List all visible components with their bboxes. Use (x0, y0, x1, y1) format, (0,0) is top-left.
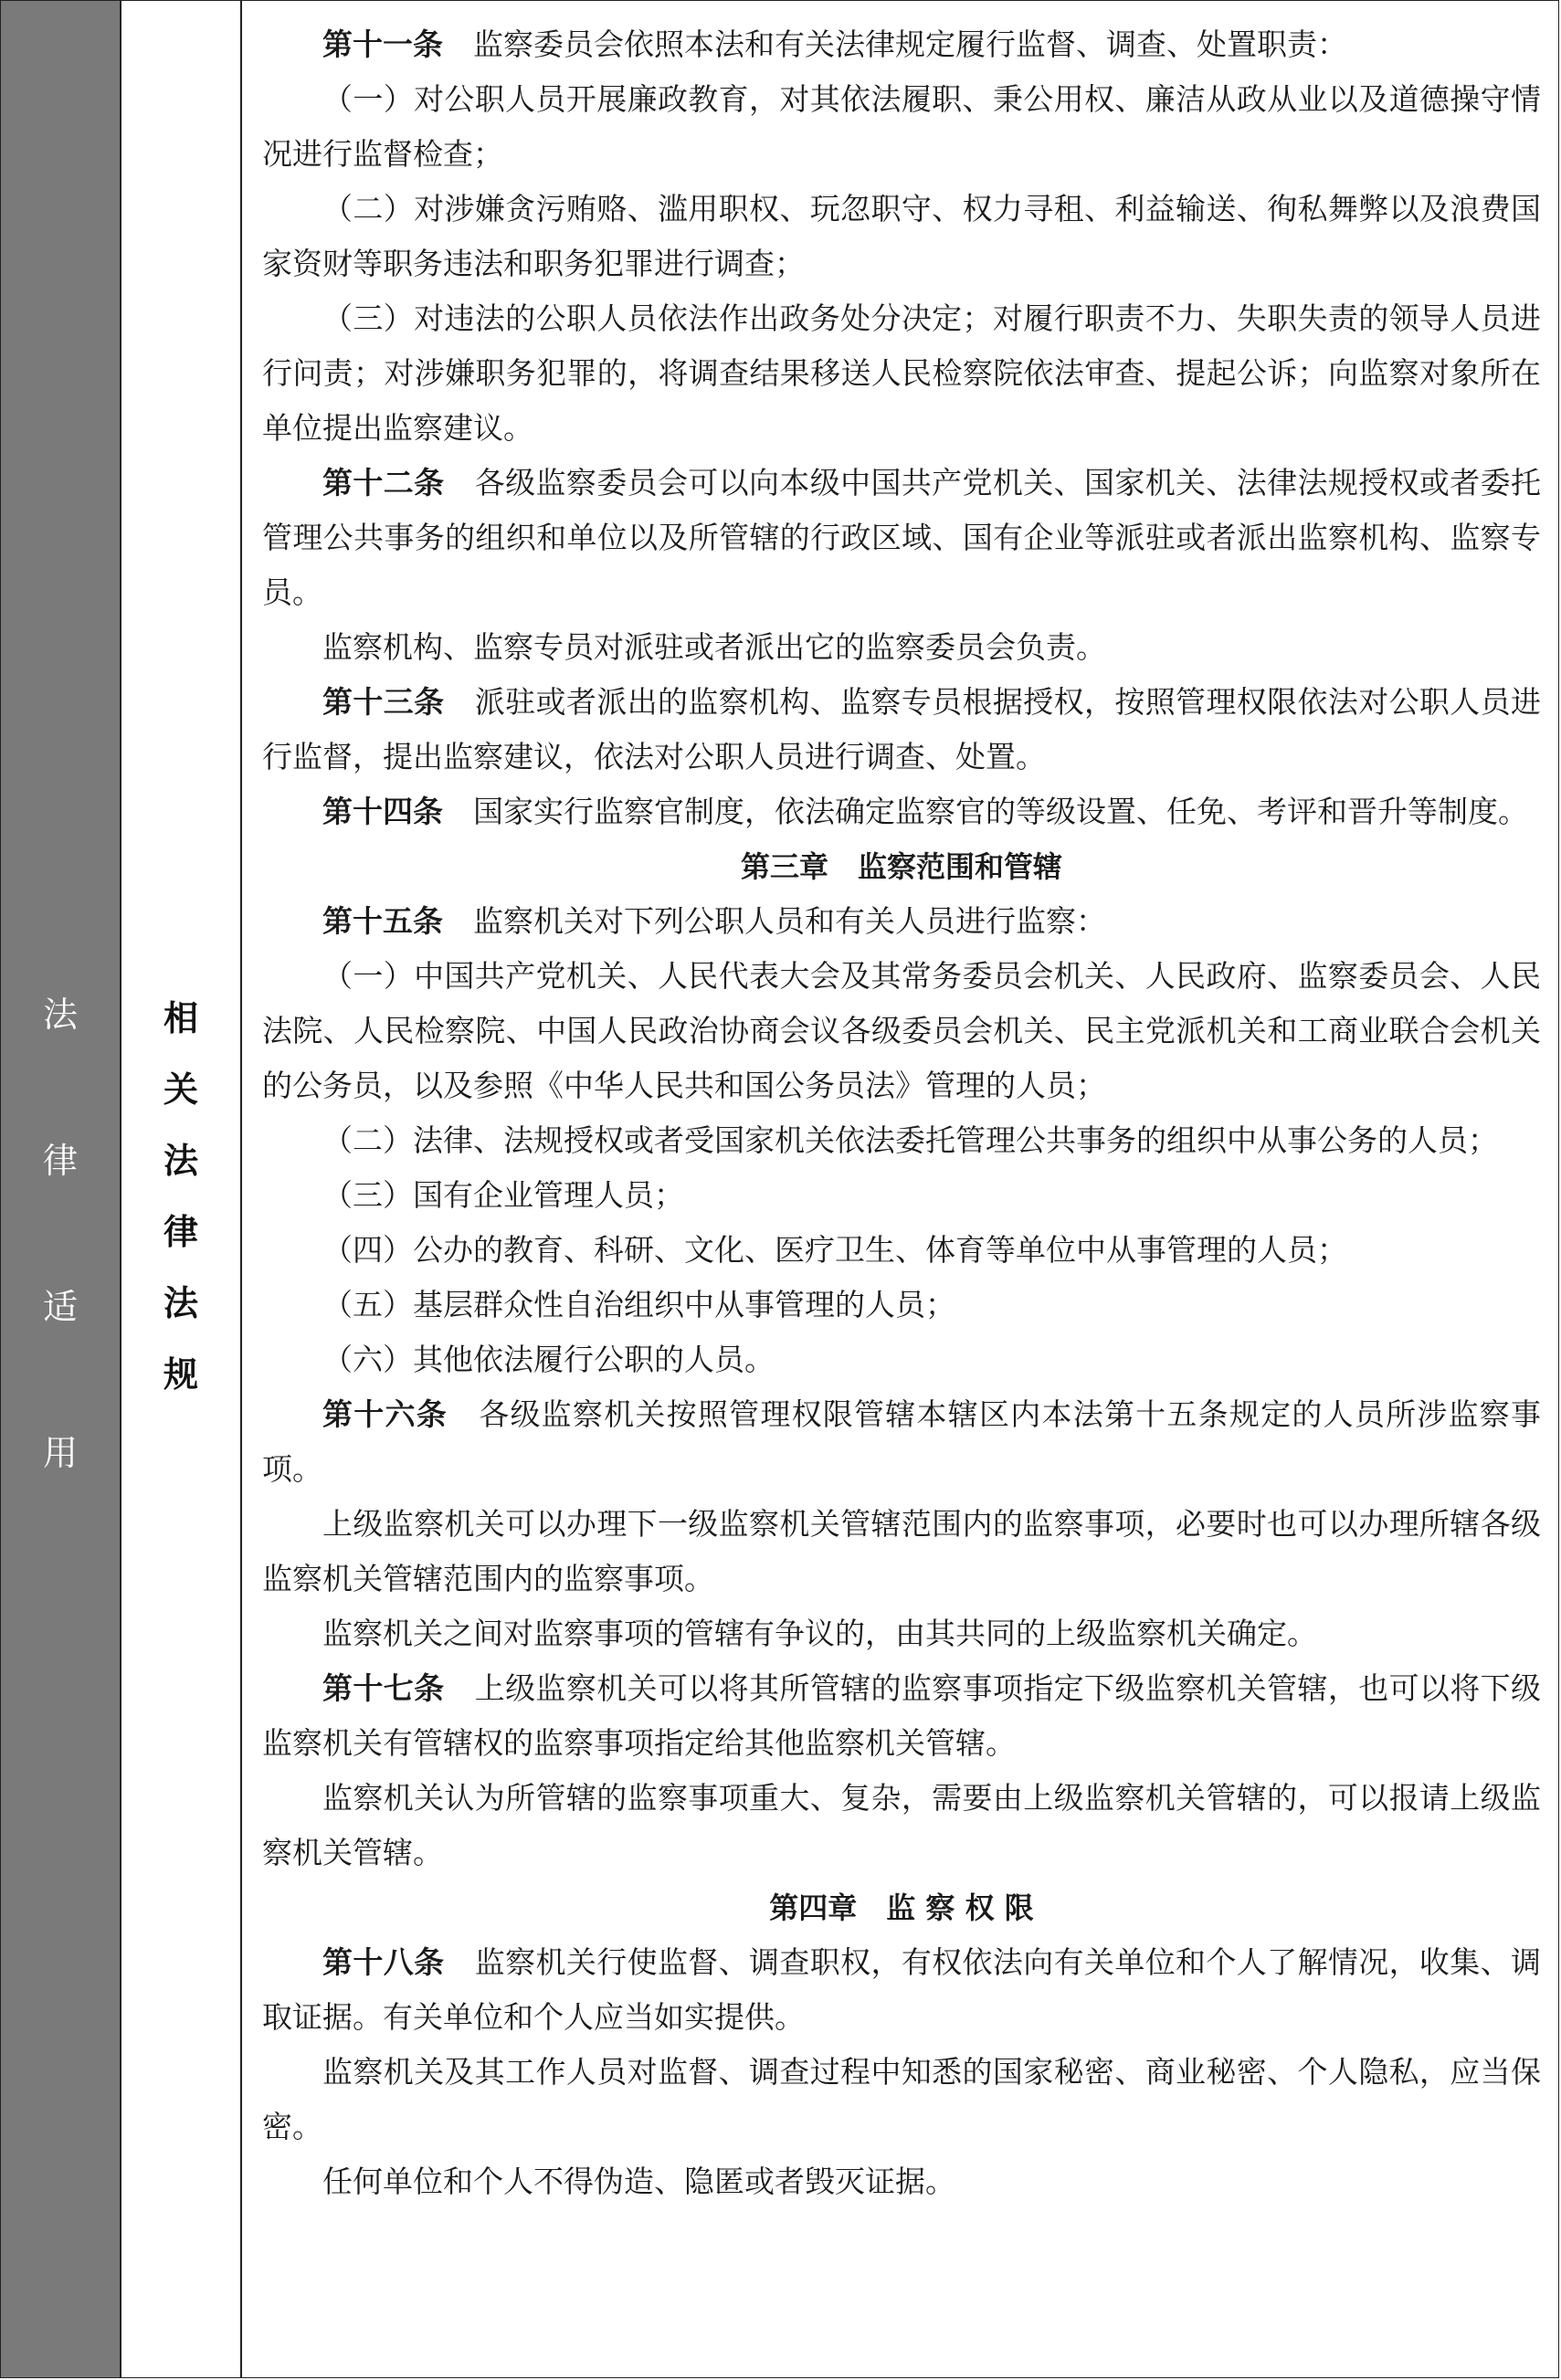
article-title: 第十四条 (322, 794, 443, 829)
paragraph: 监察机关之间对监察事项的管辖有争议的，由其共同的上级监察机关确定。 (322, 1616, 1317, 1651)
article-11 (262, 17, 1541, 72)
category-char: 法 (42, 995, 78, 1035)
paragraph: 上级监察机关可以办理下一级监察机关管辖范围内的监察事项，必要时也可以办理所辖各级监察机关管辖范围内的监察事项。 (262, 1506, 1541, 1596)
list-item: （四）公办的教育、科研、文化、医疗卫生、体育等单位中从事管理的人员； (322, 1232, 1347, 1268)
article-16 (262, 1387, 1541, 1497)
article-text: 各级监察机关按照管理权限管辖本辖区内本法第十五条规定的人员所涉监察事项。 (262, 1396, 1542, 1487)
paragraph: 监察机构、监察专员对派驻或者派出它的监察委员会负责。 (322, 629, 1106, 665)
list-item: （六）其他依法履行公职的人员。 (322, 1342, 775, 1377)
subcategory-char: 关 (163, 1069, 198, 1110)
category-char: 适 (42, 1287, 78, 1327)
category-column (1, 1, 121, 2377)
list-item: （一）中国共产党机关、人民代表大会及其常务委员会机关、人民政府、监察委员会、人民法院、人民检察院、中国人民政治协商会议各级委员会机关、民主党派机关和工商业联合会机关的公务员，以及参照《中华人民共和国公务员法》管理的人员； (262, 958, 1541, 1103)
article-text: 监察委员会依照本法和有关法律规定履行监督、调查、处置职责： (473, 26, 1347, 62)
article-15 (262, 894, 1541, 949)
article-text: 上级监察机关可以将其所管辖的监察事项指定下级监察机关管辖，也可以将下级监察机关有管辖权的监察事项指定给其他监察机关管辖。 (262, 1670, 1542, 1761)
subcategory-column (121, 1, 242, 2377)
list-item: （二）对涉嫌贪污贿赂、滥用职权、玩忽职守、权力寻租、利益输送、徇私舞弊以及浪费国家资财等职务违法和职务犯罪进行调查； (262, 191, 1541, 281)
paragraph: 监察机关认为所管辖的监察事项重大、复杂，需要由上级监察机关管辖的，可以报请上级监察机关管辖。 (262, 1780, 1541, 1870)
paragraph: 监察机关及其工作人员对监督、调查过程中知悉的国家秘密、商业秘密、个人隐私，应当保密。 (262, 2054, 1541, 2144)
article-title: 第十三条 (322, 684, 445, 720)
article-18 (262, 1935, 1541, 2045)
chapter-heading: 第三章 监察范围和管辖 (740, 849, 1062, 884)
article-title: 第十七条 (322, 1670, 445, 1706)
category-char: 律 (42, 1141, 78, 1181)
law-text (262, 17, 1541, 2209)
subcategory-char: 法 (163, 1141, 198, 1181)
article-title: 第十一条 (322, 26, 443, 62)
paragraph: 任何单位和个人不得伪造、隐匿或者毁灭证据。 (322, 2164, 955, 2199)
subcategory-char: 律 (163, 1212, 198, 1252)
article-text: 派驻或者派出的监察机构、监察专员根据授权，按照管理权限依法对公职人员进行监督，提出监察建议，依法对公职人员进行调查、处置。 (262, 684, 1542, 774)
article-text: 各级监察委员会可以向本级中国共产党机关、国家机关、法律法规授权或者委托管理公共事务的组织和单位以及所管辖的行政区域、国有企业等派驻或者派出监察机构、监察专员。 (262, 465, 1542, 610)
subcategory-label (121, 983, 240, 1410)
list-item: （五）基层群众性自治组织中从事管理的人员； (322, 1287, 955, 1322)
article-title: 第十五条 (322, 903, 443, 939)
subcategory-char: 法 (163, 1283, 198, 1323)
article-title: 第十六条 (322, 1396, 448, 1432)
list-item: （一）对公职人员开展廉政教育，对其依法履职、秉公用权、廉洁从政从业以及道德操守情况进行监督检查； (262, 81, 1541, 172)
article-13 (262, 675, 1541, 785)
list-item: （三）对违法的公职人员依法作出政务处分决定；对履行职责不力、失职失责的领导人员进行问责；对涉嫌职务犯罪的，将调查结果移送人民检察院依法审查、提起公诉；向监察对象所在单位提出监察建议。 (262, 300, 1541, 446)
article-text: 国家实行监察官制度，依法确定监察官的等级设置、任免、考评和晋升等制度。 (473, 794, 1528, 829)
subcategory-char: 相 (163, 998, 198, 1038)
subcategory-char: 规 (163, 1354, 198, 1395)
article-12 (262, 456, 1541, 620)
article-14 (262, 785, 1541, 839)
list-item: （三）国有企业管理人员； (322, 1177, 684, 1213)
category-label (1, 942, 120, 1526)
list-item: （二）法律、法规授权或者受国家机关依法委托管理公共事务的组织中从事公务的人员； (322, 1122, 1498, 1158)
article-17 (262, 1661, 1541, 1771)
article-text: 监察机关对下列公职人员和有关人员进行监察： (473, 903, 1106, 939)
category-char: 用 (42, 1433, 78, 1473)
chapter-heading: 第四章 监 察 权 限 (769, 1890, 1034, 1925)
article-text: 监察机关行使监督、调查职权，有权依法向有关单位和个人了解情况，收集、调取证据。有关单位和个人应当如实提供。 (262, 1944, 1542, 2035)
article-title: 第十八条 (322, 1944, 445, 1980)
article-title: 第十二条 (322, 465, 445, 500)
